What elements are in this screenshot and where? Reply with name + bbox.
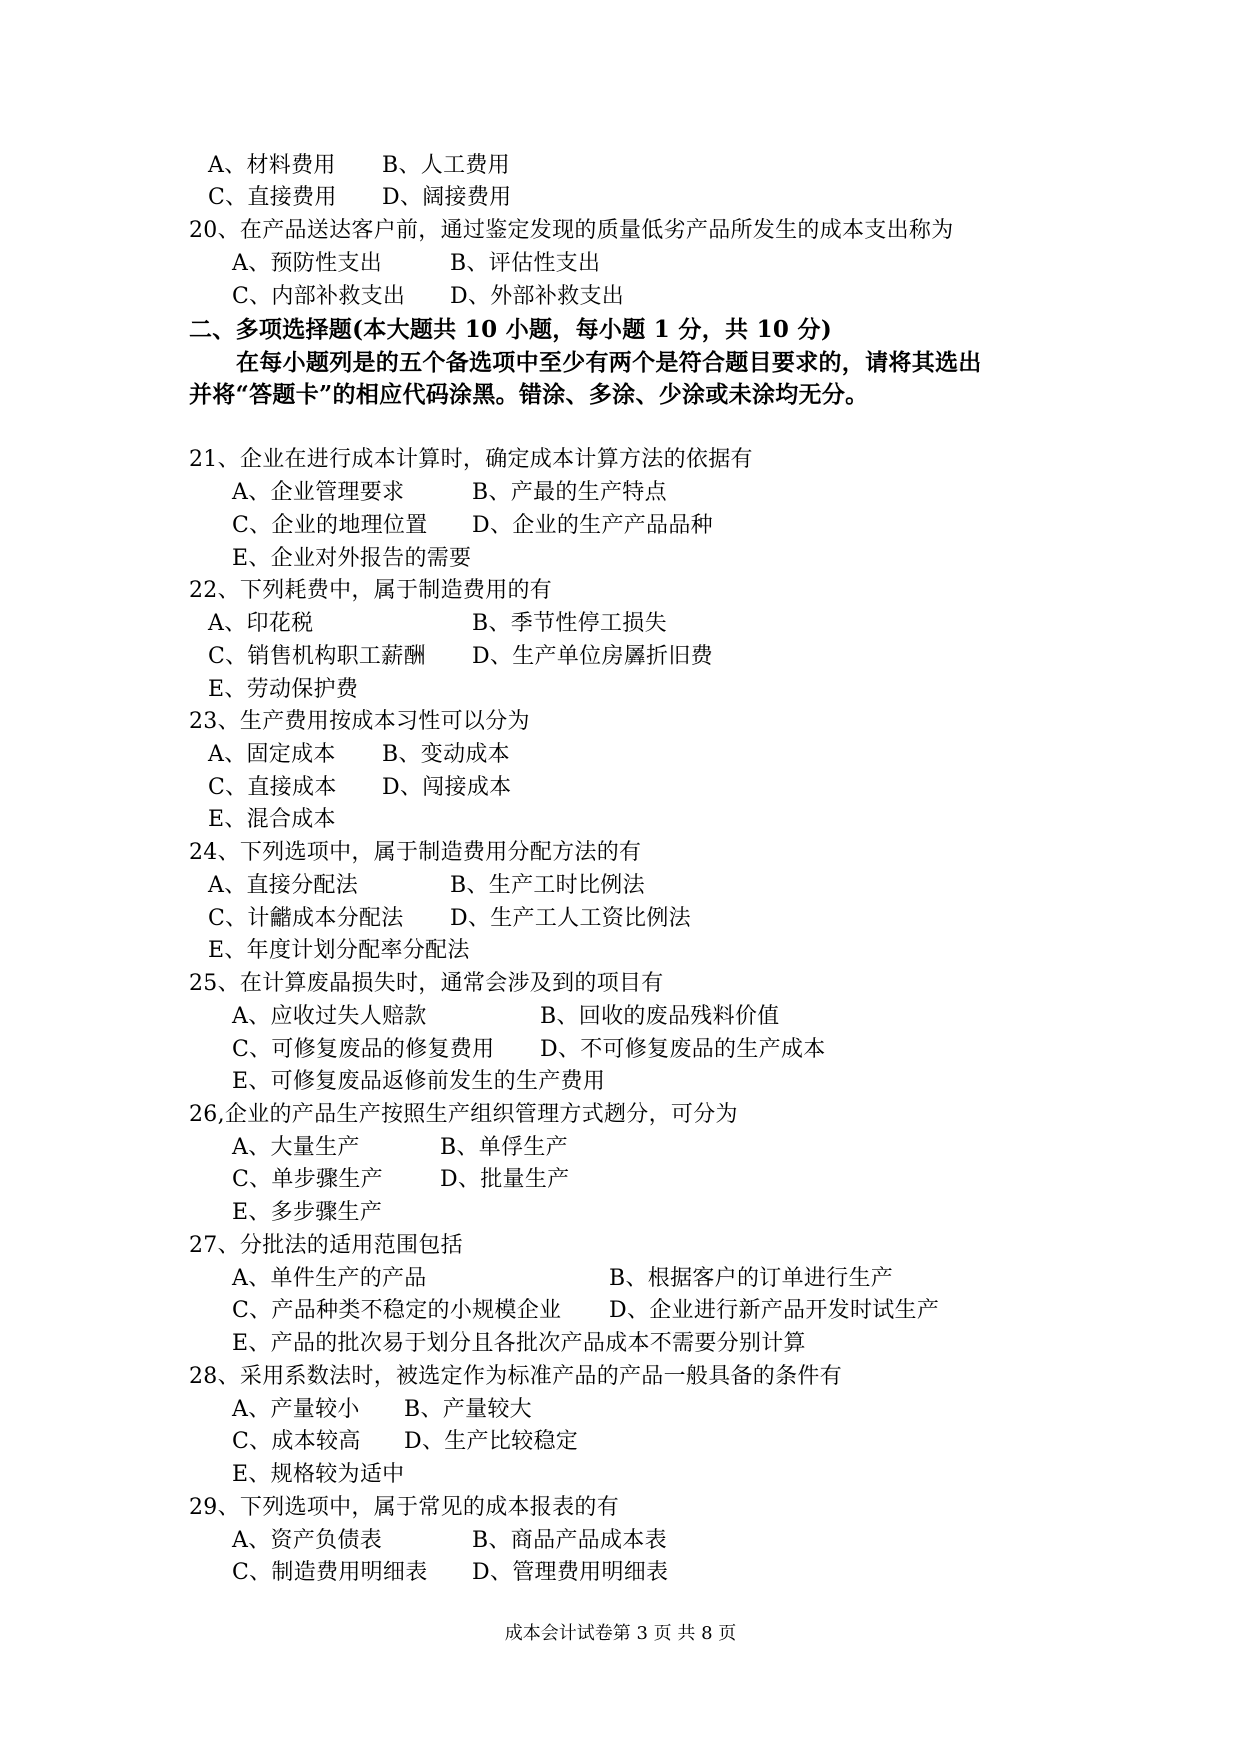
page-footer: 成本会计试卷第 3 页 共 8 页 <box>504 1623 737 1644</box>
q28-option-c: C、成本较高 <box>232 1429 361 1454</box>
q23-option-d: D、闯接成本 <box>382 775 512 800</box>
q23-option-c: C、直接成本 <box>208 775 337 800</box>
q27-option-a: A、单件生产的产品 <box>232 1266 427 1291</box>
q20-option-b: B、评估性支出 <box>450 251 601 276</box>
q24-option-d: D、生产工人工资比例法 <box>450 906 691 931</box>
q26-option-c: C、单步骤生产 <box>232 1167 383 1192</box>
q21-option-b: B、产最的生产特点 <box>472 480 667 505</box>
q29-option-c: C、制造费用明细表 <box>232 1560 428 1585</box>
q24-option-c: C、计龤成本分配法 <box>208 906 404 931</box>
q29-option-a: A、资产负债表 <box>232 1528 382 1553</box>
q23-option-e: E、混合成本 <box>208 807 336 832</box>
q29-option-b: B、商品产品成本表 <box>472 1528 667 1553</box>
q27-option-d: D、企业进行新产品开发时试生产 <box>609 1298 940 1323</box>
q25-option-a: A、应收过失人赔款 <box>232 1004 427 1029</box>
q26-stem: 26,企业的产品生产按照生产组织管理方式趔分，可分为 <box>189 1102 738 1127</box>
q27-option-b: B、根据客户的订单进行生产 <box>609 1266 894 1291</box>
q27-option-c: C、产品种类不稳定的小规模企业 <box>232 1298 562 1323</box>
q23-stem: 23、生产费用按成本习性可以分为 <box>189 709 530 734</box>
section-2-instruction-line-1: 在每小题列是的五个备选项中至少有两个是符合题目要求的，请将其选出 <box>236 349 982 376</box>
q28-option-b: B、产量较大 <box>404 1397 532 1422</box>
q27-option-e: E、产品的批次易于划分且各批次产品成本不需要分别计算 <box>232 1331 806 1356</box>
section-2-instruction-line-2: 并将“答题卡”的相应代码涂黑。错涂、多涂、少涂或未涂均无分。 <box>189 381 869 408</box>
q22-option-d: D、生产单位房羼折旧费 <box>472 644 713 669</box>
q19-option-d: D、阔接费用 <box>382 185 512 210</box>
q25-option-d: D、不可修复废品的生产成本 <box>540 1037 826 1062</box>
q28-option-e: E、规格较为适中 <box>232 1462 405 1487</box>
q25-option-e: E、可修复废品返修前发生的生产费用 <box>232 1069 606 1094</box>
q24-option-e: E、年度计划分配率分配法 <box>208 938 470 963</box>
q20-stem: 20、在产品送达客户前，通过鉴定发现的质量低劣产品所发生的成本支出称为 <box>189 218 954 243</box>
q29-option-d: D、管理费用明细表 <box>472 1560 669 1585</box>
q22-option-e: E、劳动保护费 <box>208 677 359 702</box>
q21-option-e: E、企业对外报告的需要 <box>232 546 472 571</box>
q26-option-d: D、批量生产 <box>440 1167 570 1192</box>
section-2-title: 二、多项选择题(本大题共 10 小题，每小题 1 分，共 10 分) <box>189 316 833 343</box>
q25-stem: 25、在计算废晶损失时，通常会涉及到的项目有 <box>189 971 664 996</box>
q21-option-c: C、企业的地理位置 <box>232 513 428 538</box>
q19-option-b: B、人工费用 <box>382 153 510 178</box>
q25-option-b: B、回收的废品残料价值 <box>540 1004 780 1029</box>
q21-option-d: D、企业的生产产品品种 <box>472 513 713 538</box>
q28-option-d: D、生产比较稳定 <box>404 1429 579 1454</box>
q21-option-a: A、企业管理要求 <box>232 480 405 505</box>
q23-option-b: B、变动成本 <box>382 742 510 767</box>
q19-option-c: C、直接费用 <box>208 185 337 210</box>
q25-option-c: C、可修复废品的修复费用 <box>232 1037 495 1062</box>
q27-stem: 27、分批法的适用范围包括 <box>189 1233 463 1258</box>
q26-option-a: A、大量生产 <box>232 1135 360 1160</box>
q19-option-a: A、材料费用 <box>208 153 336 178</box>
q22-option-a: A、印花税 <box>208 611 314 636</box>
q28-option-a: A、产量较小 <box>232 1397 360 1422</box>
q23-option-a: A、固定成本 <box>208 742 336 767</box>
q20-option-d: D、外部补救支出 <box>450 284 625 309</box>
q24-option-b: B、生产工时比例法 <box>450 873 645 898</box>
q20-option-c: C、内部补救支出 <box>232 284 406 309</box>
q22-stem: 22、下列耗费中，属于制造费用的有 <box>189 578 553 603</box>
q29-stem: 29、下列选项中，属于常见的成本报表的有 <box>189 1495 619 1520</box>
q26-option-e: E、多步骤生产 <box>232 1200 383 1225</box>
q22-option-b: B、季节性停工损失 <box>472 611 667 636</box>
q28-stem: 28、采用系数法时，被选定作为标准产品的产品一般具备的条件有 <box>189 1364 842 1389</box>
q24-stem: 24、下列选项中，属于制造费用分配方法的有 <box>189 840 642 865</box>
q20-option-a: A、预防性支出 <box>232 251 382 276</box>
q21-stem: 21、企业在进行成本计算时，确定成本计算方法的依据有 <box>189 447 753 472</box>
q26-option-b: B、单俘生产 <box>440 1135 568 1160</box>
q22-option-c: C、销售机构职工薪酬 <box>208 644 426 669</box>
q24-option-a: A、直接分配法 <box>208 873 358 898</box>
